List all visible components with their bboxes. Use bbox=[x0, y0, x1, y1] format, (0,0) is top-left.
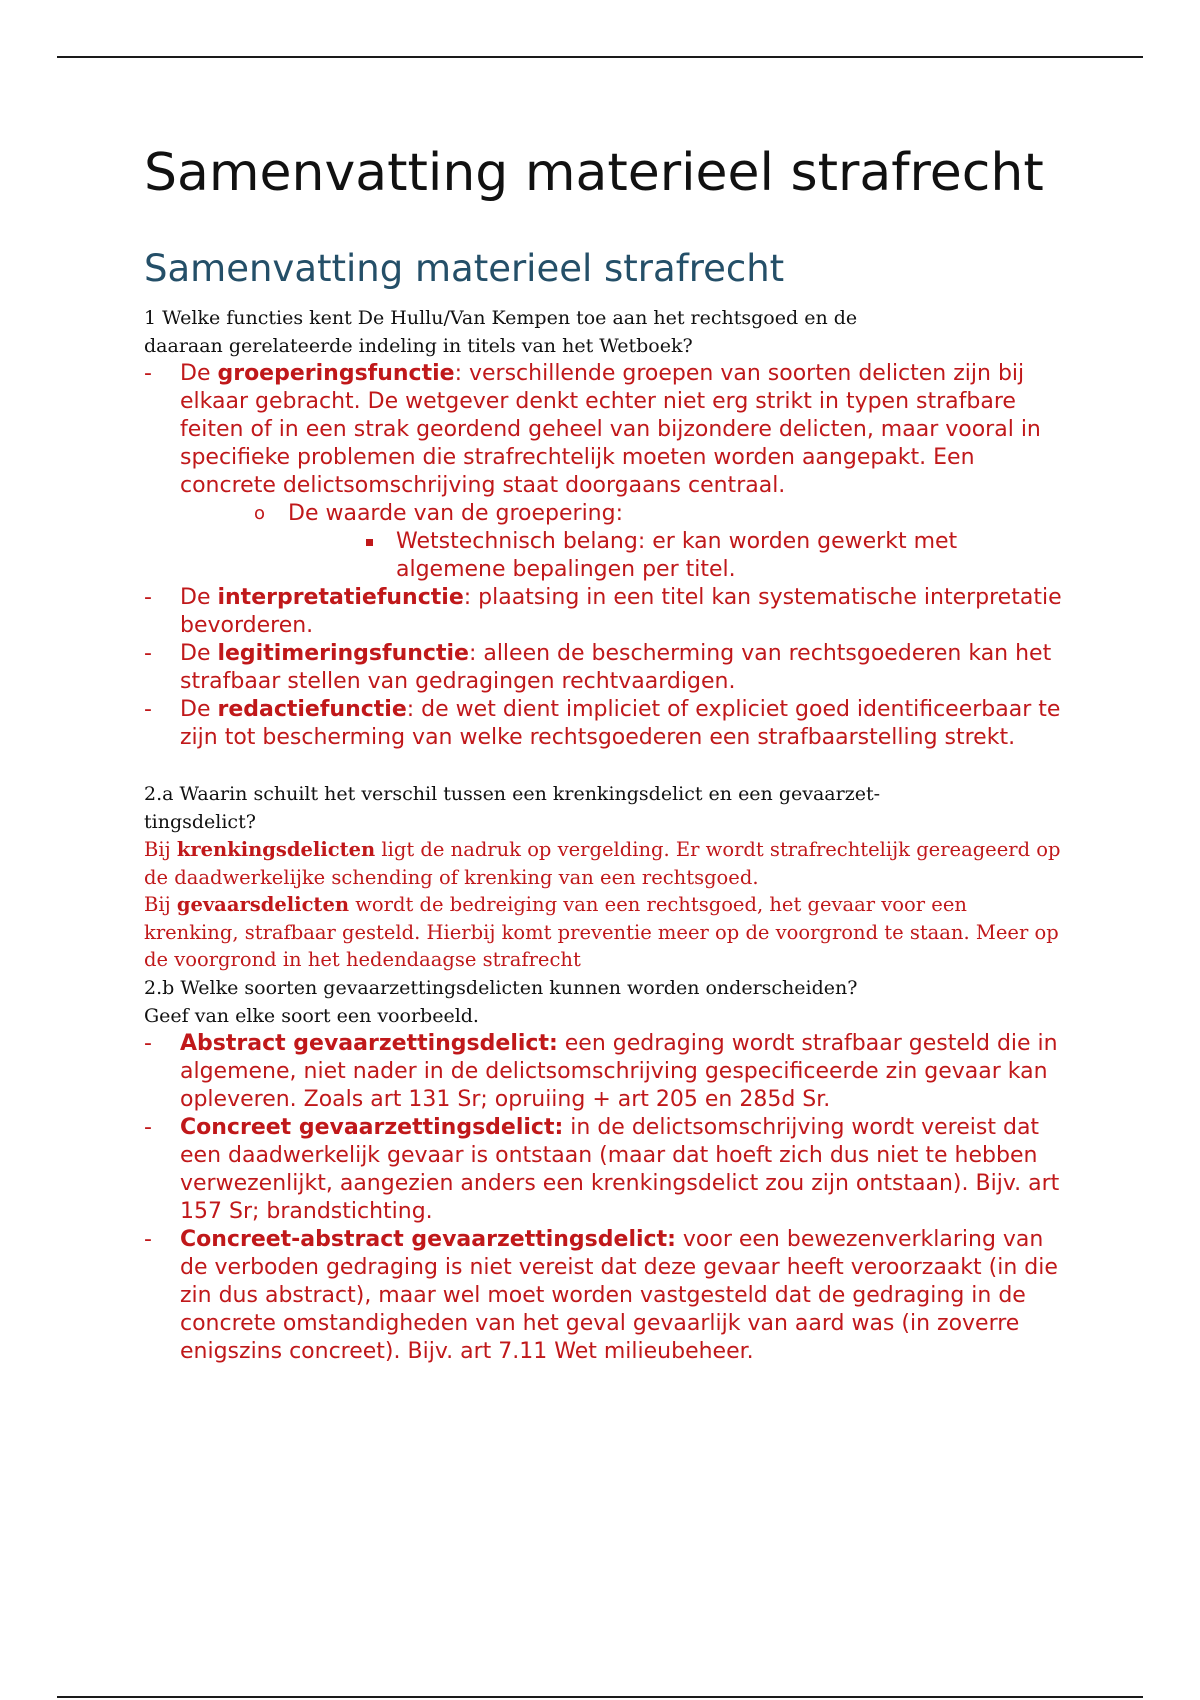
circle-bullet: o bbox=[254, 503, 266, 524]
term: redactiefunctie bbox=[217, 697, 407, 722]
term: legitimeringsfunctie bbox=[217, 641, 469, 666]
list-item: - Concreet gevaarzettingsdelict: in de delictsomschrijving wordt vereist dat een daadwerkelijk gevaar is ontstaan (maar dat hoeft zich dus niet te hebben verwezenlijkt, aangezien anders een krenkingsdelict zou zijn ontstaan). Bijv. art 157 Sr; brandstichting. bbox=[144, 1114, 1060, 1224]
list-item: Wetstechnisch belang: er kan worden gewerkt met algemene bepalingen per titel. bbox=[360, 528, 1064, 584]
spacer bbox=[144, 752, 1064, 780]
term: Concreet-abstract gevaarzettingsdelict: bbox=[180, 1226, 676, 1252]
list-item: - De interpretatiefunctie: plaatsing in een titel kan systematische interpretatie bevorderen. bbox=[144, 585, 1062, 638]
question-2a: 2.a Waarin schuilt het verschil tussen een krenkingsdelict en een gevaarzet-tingsdelict? bbox=[144, 783, 881, 833]
document-body bbox=[144, 140, 1064, 1366]
term: krenkingsdelicten bbox=[176, 838, 376, 861]
term: Concreet gevaarzettingsdelict: bbox=[180, 1114, 564, 1140]
list-item: - Abstract gevaarzettingsdelict: een gedraging wordt strafbaar gesteld die in algemene, niet nader in de delictsomschrijving gespecificeerde zin gevaar kan opleveren. Zoals art 131 Sr; opruiing + art 205 en 285d Sr. bbox=[144, 1030, 1058, 1112]
dash-bullet: - bbox=[144, 1226, 152, 1252]
question-1: 1 Welke functies kent De Hullu/Van Kempen toe aan het rechtsgoed en de daaraan gerelateerde indeling in titels van het Wetboek? bbox=[144, 307, 858, 357]
answer-2a-paragraph-2: Bij gevaarsdelicten wordt de bedreiging van een rechtsgoed, het gevaar voor een krenking, strafbaar gesteld. Hierbij komt preventie meer op de voorgrond te staan. Meer op de voorgrond in het hedendaagse strafrecht bbox=[144, 893, 1059, 971]
answer-2b-list bbox=[144, 1030, 1064, 1366]
term: gevaarsdelicten bbox=[176, 893, 350, 916]
question-2b: 2.b Welke soorten gevaarzettingsdelicten kunnen worden onderscheiden? Geef van elke soort een voorbeeld. bbox=[144, 976, 858, 1027]
dash-bullet: - bbox=[144, 361, 152, 386]
dash-bullet: - bbox=[144, 697, 152, 722]
term: interpretatiefunctie bbox=[217, 585, 464, 610]
sub-list bbox=[180, 500, 1064, 584]
term: Abstract gevaarzettingsdelict: bbox=[180, 1030, 558, 1056]
answer-1-list bbox=[144, 360, 1064, 752]
list-item: o De waarde van de groepering: Wetstechnisch belang: er kan worden gewerkt met algemene bepalingen per titel. bbox=[252, 500, 1064, 584]
document-title: Samenvatting materieel strafrecht bbox=[144, 143, 1044, 203]
list-item: - Concreet-abstract gevaarzettingsdelict: voor een bewezenverklaring van de verboden gedraging is niet vereist dat deze gevaar heeft veroorzaakt (in die zin dus abstract), maar wel moet worden vastgesteld dat de gedraging in de concrete omstandigheden van het geval gevaarlijk van aard was (in zoverre enigszins concreet). Bijv. art 7.11 Wet milieubeheer. bbox=[144, 1226, 1058, 1364]
sub-sub-list bbox=[288, 528, 1064, 584]
square-bullet bbox=[366, 539, 373, 546]
dash-bullet: - bbox=[144, 1030, 152, 1056]
list-item: - De groeperingsfunctie: verschillende groepen van soorten delicten zijn bij elkaar gebracht. De wetgever denkt echter niet erg strikt in typen strafbare feiten of in een strak geordend geheel van bijzondere delicten, maar vooral in specifieke problemen die strafrechtelijk moeten worden aangepakt. Een concrete delictsomschrijving staat doorgaans centraal. o De waarde van de groepering: Wetstechnisch belang: er kan worden gewerkt met algemene bepalingen per titel. bbox=[144, 360, 1064, 584]
term: groeperingsfunctie bbox=[217, 361, 455, 386]
section-heading: Samenvatting materieel strafrecht bbox=[144, 247, 785, 290]
dash-bullet: - bbox=[144, 641, 152, 666]
answer-2a-paragraph-1: Bij krenkingsdelicten ligt de nadruk op vergelding. Er wordt strafrechtelijk gereageerd op de daadwerkelijke schending of krenking van een rechtsgoed. bbox=[144, 838, 1061, 889]
list-item: - De redactiefunctie: de wet dient impliciet of expliciet goed identificeerbaar te zijn tot bescherming van welke rechtsgoederen een strafbaarstelling strekt. bbox=[144, 697, 1061, 750]
list-item: - De legitimeringsfunctie: alleen de bescherming van rechtsgoederen kan het strafbaar stellen van gedragingen rechtvaardigen. bbox=[144, 641, 1052, 694]
dash-bullet: - bbox=[144, 585, 152, 610]
bottom-rule bbox=[57, 1696, 1143, 1698]
top-rule bbox=[57, 56, 1143, 58]
dash-bullet: - bbox=[144, 1114, 152, 1140]
